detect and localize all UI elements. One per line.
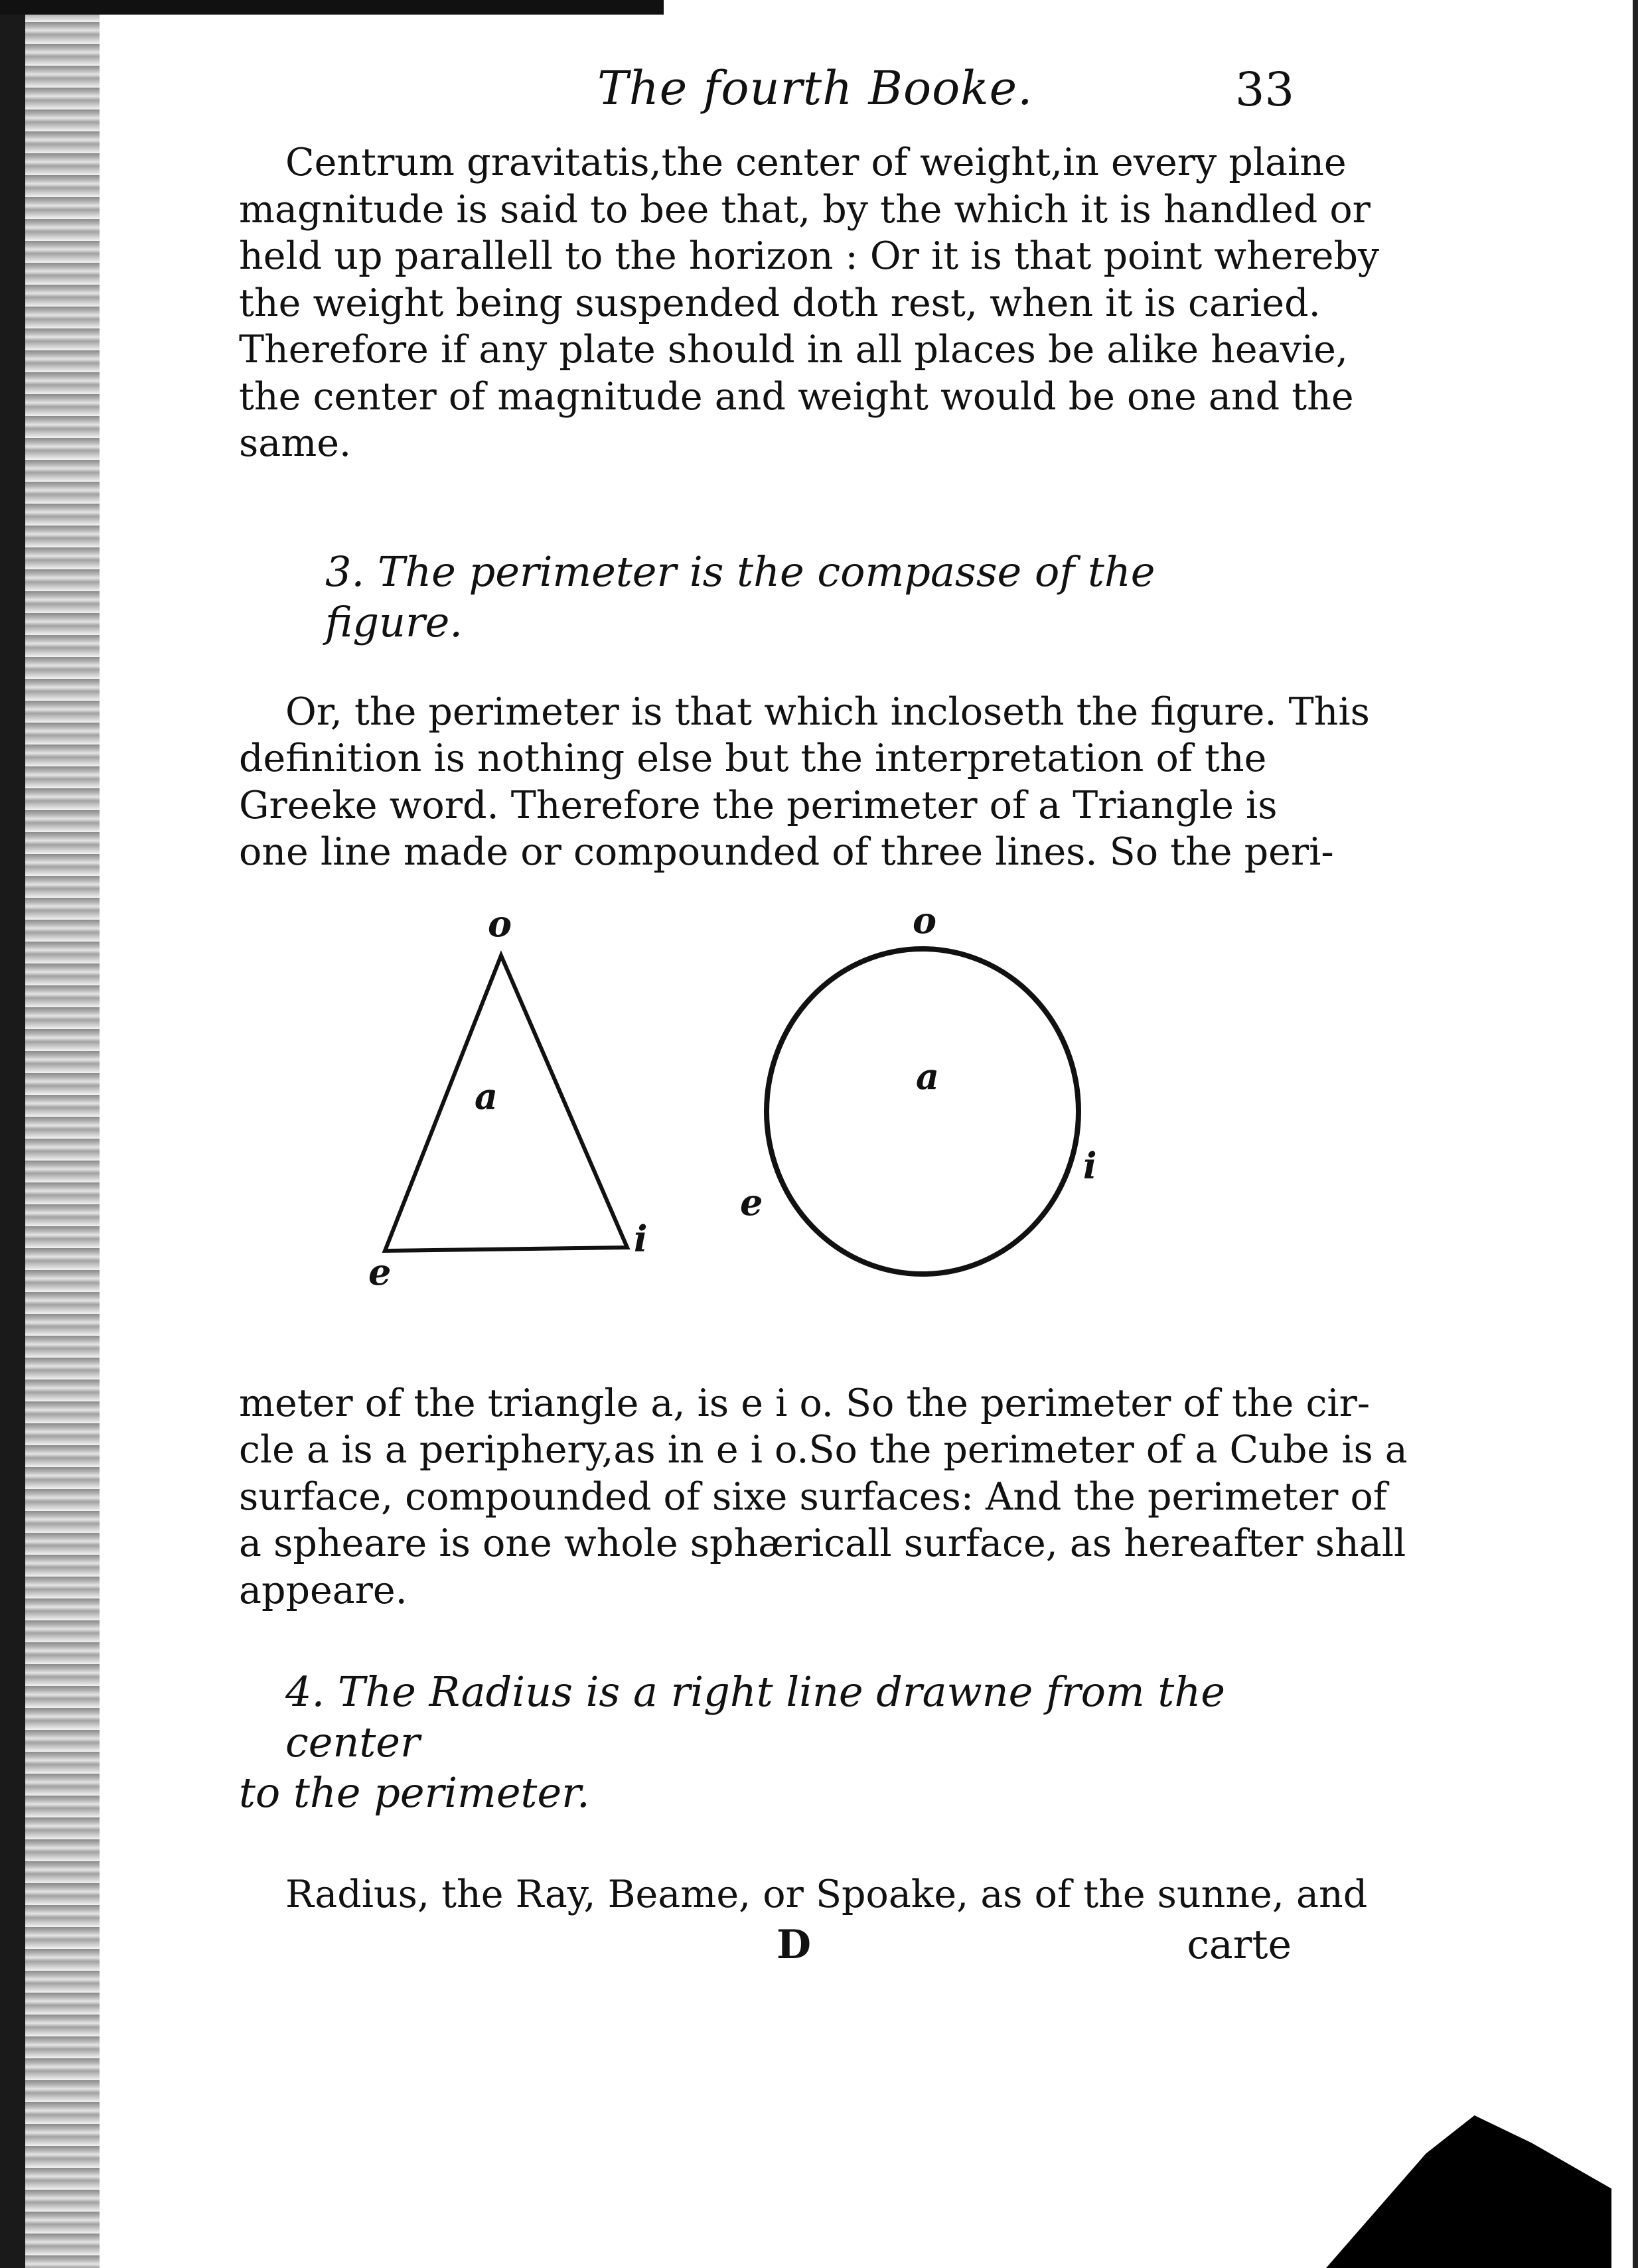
- circle-label-right: i: [1083, 1144, 1097, 1187]
- text-line: cle a is a periphery,as in e i o.So the perimeter of a Cube is a: [239, 1428, 1408, 1472]
- page-footer: [239, 1918, 1301, 1978]
- text-line: appeare.: [239, 1568, 408, 1612]
- text-line: Centrum gravitatis,the center of weight,in every plaine: [285, 141, 1347, 184]
- scan-ink-blot: [1326, 2115, 1611, 2268]
- circle-label-left: e: [740, 1180, 763, 1224]
- text-line: meter of the triangle a, is e i o. So the perimeter of the cir-: [239, 1381, 1371, 1425]
- book-page: [239, 53, 1408, 1978]
- page-number: 33: [1234, 62, 1294, 117]
- heading-radius: [239, 1667, 1301, 1818]
- paragraph-radius: [239, 1871, 1368, 1918]
- triangle-label-left: e: [368, 1250, 392, 1293]
- scan-top-edge: [0, 0, 664, 15]
- text-line: held up parallell to the horizon : Or it is that point whereby: [239, 234, 1380, 278]
- catchword: carte: [1187, 1921, 1292, 1968]
- paragraph-perimeter-continued: [239, 1380, 1408, 1614]
- text-line: Therefore if any plate should in all places be alike heavie,: [239, 328, 1348, 372]
- triangle-shape: [385, 956, 627, 1251]
- circle-shape: [767, 949, 1079, 1274]
- heading-line: to the perimeter.: [239, 1768, 590, 1817]
- heading-perimeter: 3. The perimeter is the compasse of the figure.: [325, 547, 1155, 646]
- paragraph-center-of-weight: [239, 139, 1380, 467]
- triangle-label-top: o: [488, 902, 512, 945]
- triangle-label-right: i: [634, 1217, 648, 1260]
- spacer: [239, 467, 1301, 547]
- spacer: [239, 648, 1301, 689]
- scan-binding-edge: [0, 0, 25, 2268]
- scan-right-edge: [1633, 0, 1638, 2268]
- text-line: magnitude is said to bee that, by the which it is handled or: [239, 187, 1371, 232]
- text-line: a spheare is one whole sphæricall surface, as hereafter shall: [239, 1522, 1406, 1565]
- spacer: [239, 1614, 1301, 1667]
- spacer: [239, 1818, 1301, 1871]
- triangle-label-center: a: [475, 1074, 498, 1117]
- text-line: Radius, the Ray, Beame, or Spoake, as of the sunne, and: [285, 1873, 1368, 1916]
- paragraph-perimeter: [239, 689, 1370, 876]
- text-line: Greeke word. Therefore the perimeter of a Triangle is: [239, 783, 1278, 827]
- figure-diagram: [239, 876, 1301, 1380]
- text-line: same.: [239, 421, 352, 465]
- text-line: definition is nothing else but the interpretation of the: [239, 737, 1267, 780]
- circle-label-center: a: [916, 1054, 939, 1098]
- text-line: surface, compounded of sixe surfaces: And the perimeter of: [239, 1474, 1387, 1519]
- running-head: [239, 53, 1301, 139]
- signature-mark: D: [777, 1921, 812, 1968]
- heading-line: 4. The Radius is a right line drawne from the center: [285, 1667, 1225, 1766]
- running-head-title: The fourth Booke.: [597, 61, 1033, 115]
- circle-label-top: o: [913, 898, 937, 942]
- text-line: one line made or compounded of three lines. So the peri-: [239, 830, 1334, 874]
- text-line: Or, the perimeter is that which incloseth the figure. This: [285, 689, 1370, 734]
- figure-triangle-circle: [239, 876, 1301, 1380]
- text-line: the weight being suspended doth rest, when it is caried.: [239, 281, 1321, 325]
- text-line: the center of magnitude and weight would be one and the: [239, 374, 1354, 419]
